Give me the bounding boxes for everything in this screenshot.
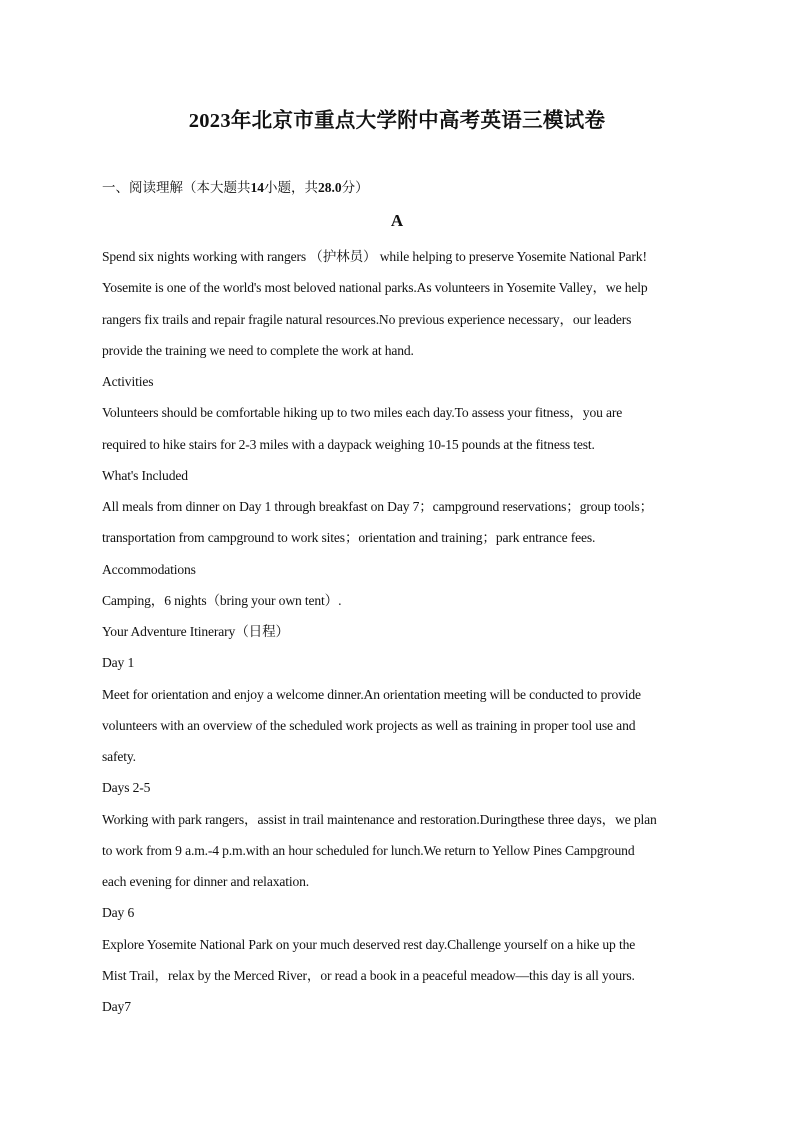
passage-line: rangers fix trails and repair fragile natural resources.No previous experience necessary，our leaders [102, 311, 632, 327]
passage-line: Meet for orientation and enjoy a welcome dinner.An orientation meeting will be conducted to provide [102, 686, 641, 702]
passage-text [102, 248, 702, 1029]
passage-line: Day7 [102, 999, 131, 1014]
passage-line: Camping，6 nights（bring your own tent）. [102, 592, 342, 608]
passage-line: Day 1 [102, 655, 135, 671]
passage-line: Yosemite is one of the world's most beloved national parks.As volunteers in Yosemite Valley，we help [102, 280, 648, 296]
section-prefix: 一、阅读理解（本大题共 [102, 180, 251, 195]
passage-line: safety. [102, 749, 136, 764]
passage-line: Mist Trail，relax by the Merced River，or read a book in a peaceful meadow—this day is all yours. [102, 967, 635, 983]
passage-line: Working with park rangers，assist in trail maintenance and restoration.Duringthese three days，we plan [102, 811, 657, 827]
passage-line: provide the training we need to complete the work at hand. [102, 342, 414, 358]
section-heading [102, 176, 369, 196]
passage-line: volunteers with an overview of the scheduled work projects as well as training in proper tool use and [102, 717, 636, 733]
page-title: 2023年北京市重点大学附中高考英语三模试卷 [188, 110, 606, 132]
section-suffix: 分） [341, 180, 369, 195]
section-points: 28.0 [318, 180, 342, 195]
passage-line: each evening for dinner and relaxation. [102, 874, 310, 889]
question-count: 14 [250, 180, 264, 195]
passage-line: required to hike stairs for 2-3 miles with a daypack weighing 10-15 pounds at the fitness test. [102, 436, 595, 452]
passage-line: to work from 9 a.m.-4 p.m.with an hour scheduled for lunch.We return to Yellow Pines Campground [102, 842, 635, 858]
passage-line: Accommodations [102, 561, 196, 577]
passage-line: Spend six nights working with rangers （护林员） while helping to preserve Yosemite National Park! [102, 249, 647, 264]
section-mid: 小题，共 [264, 180, 318, 195]
passage-line: Days 2-5 [102, 780, 151, 796]
passage-line: Volunteers should be comfortable hiking up to two miles each day.To assess your fitness，you are [102, 405, 623, 421]
passage-line: Day 6 [102, 905, 135, 921]
passage-line: Activities [102, 374, 154, 389]
passage-line: Explore Yosemite National Park on your much deserved rest day.Challenge yourself on a hike up the [102, 936, 636, 952]
passage-line: What's Included [102, 467, 188, 483]
passage-label: A [390, 211, 404, 230]
passage-line: Your Adventure Itinerary（日程） [102, 624, 289, 639]
passage-line: All meals from dinner on Day 1 through breakfast on Day 7；campground reservations；group tools； [102, 499, 654, 514]
passage-line: transportation from campground to work sites；orientation and training；park entrance fees. [102, 530, 596, 546]
